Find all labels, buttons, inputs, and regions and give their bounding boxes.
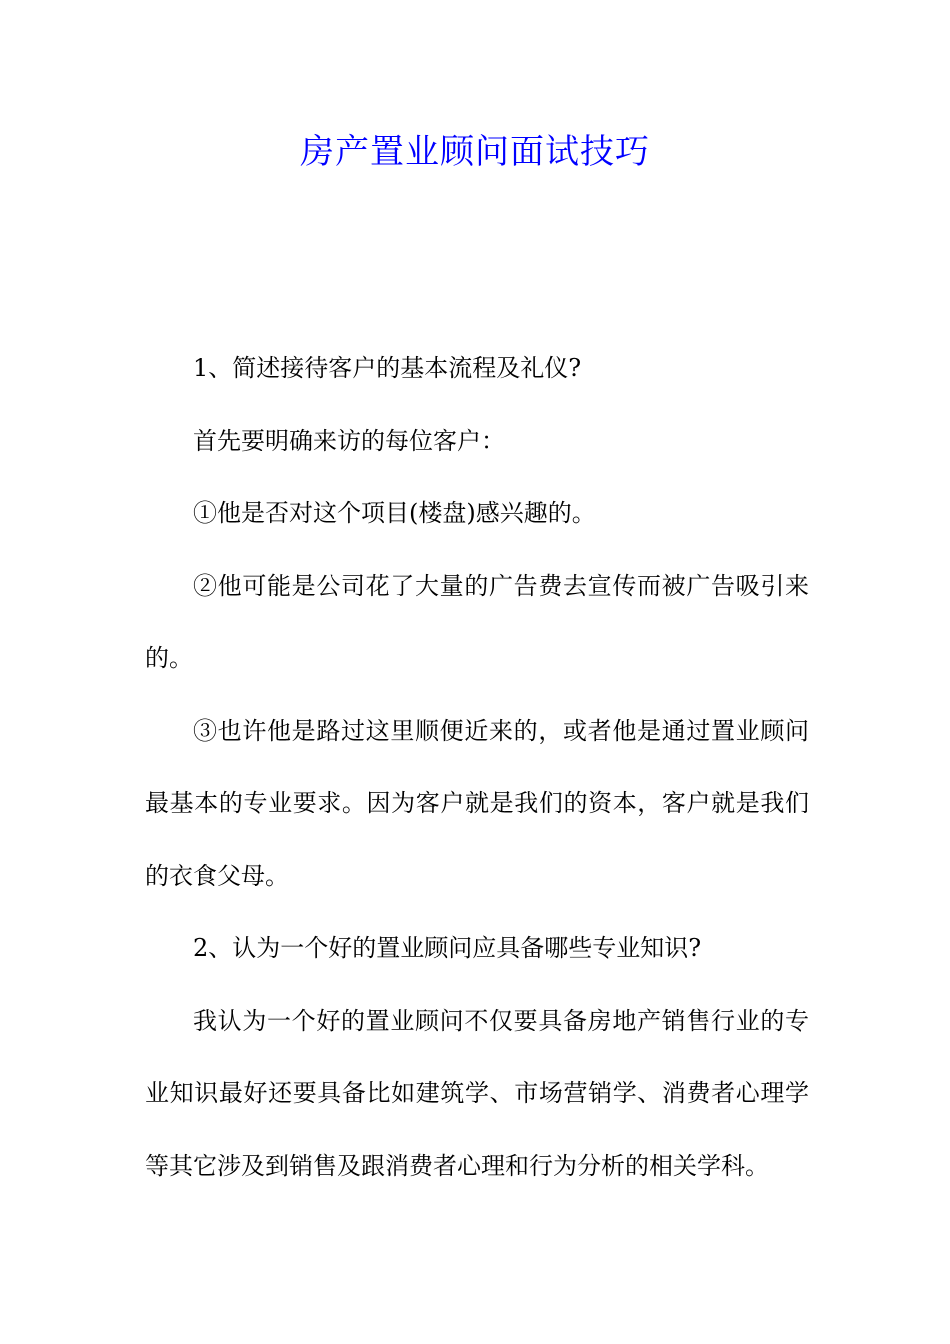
paragraph-point-3: ③也许他是路过这里顺便近来的，或者他是通过置业顾问最基本的专业要求。因为客户就是我们的资本，客户就是我们的衣食父母。	[145, 716, 809, 890]
paragraph-intro: 首先要明确来访的每位客户：	[193, 426, 505, 455]
paragraph-answer-2: 我认为一个好的置业顾问不仅要具备房地产销售行业的专业知识最好还要具备比如建筑学、市场营销学、消费者心理学等其它涉及到销售及跟消费者心理和行为分析的相关学科。	[145, 1006, 809, 1180]
document-body	[145, 332, 809, 1202]
paragraph-point-2: ②他可能是公司花了大量的广告费去宣传而被广告吸引来的。	[145, 571, 809, 672]
paragraph-question-2: 2、认为一个好的置业顾问应具备哪些专业知识?	[193, 934, 702, 962]
paragraph-point-1: ①他是否对这个项目(楼盘)感兴趣的。	[193, 499, 596, 527]
paragraph-question-1: 1、简述接待客户的基本流程及礼仪?	[193, 354, 582, 382]
document-title: 房产置业顾问面试技巧	[300, 132, 650, 172]
